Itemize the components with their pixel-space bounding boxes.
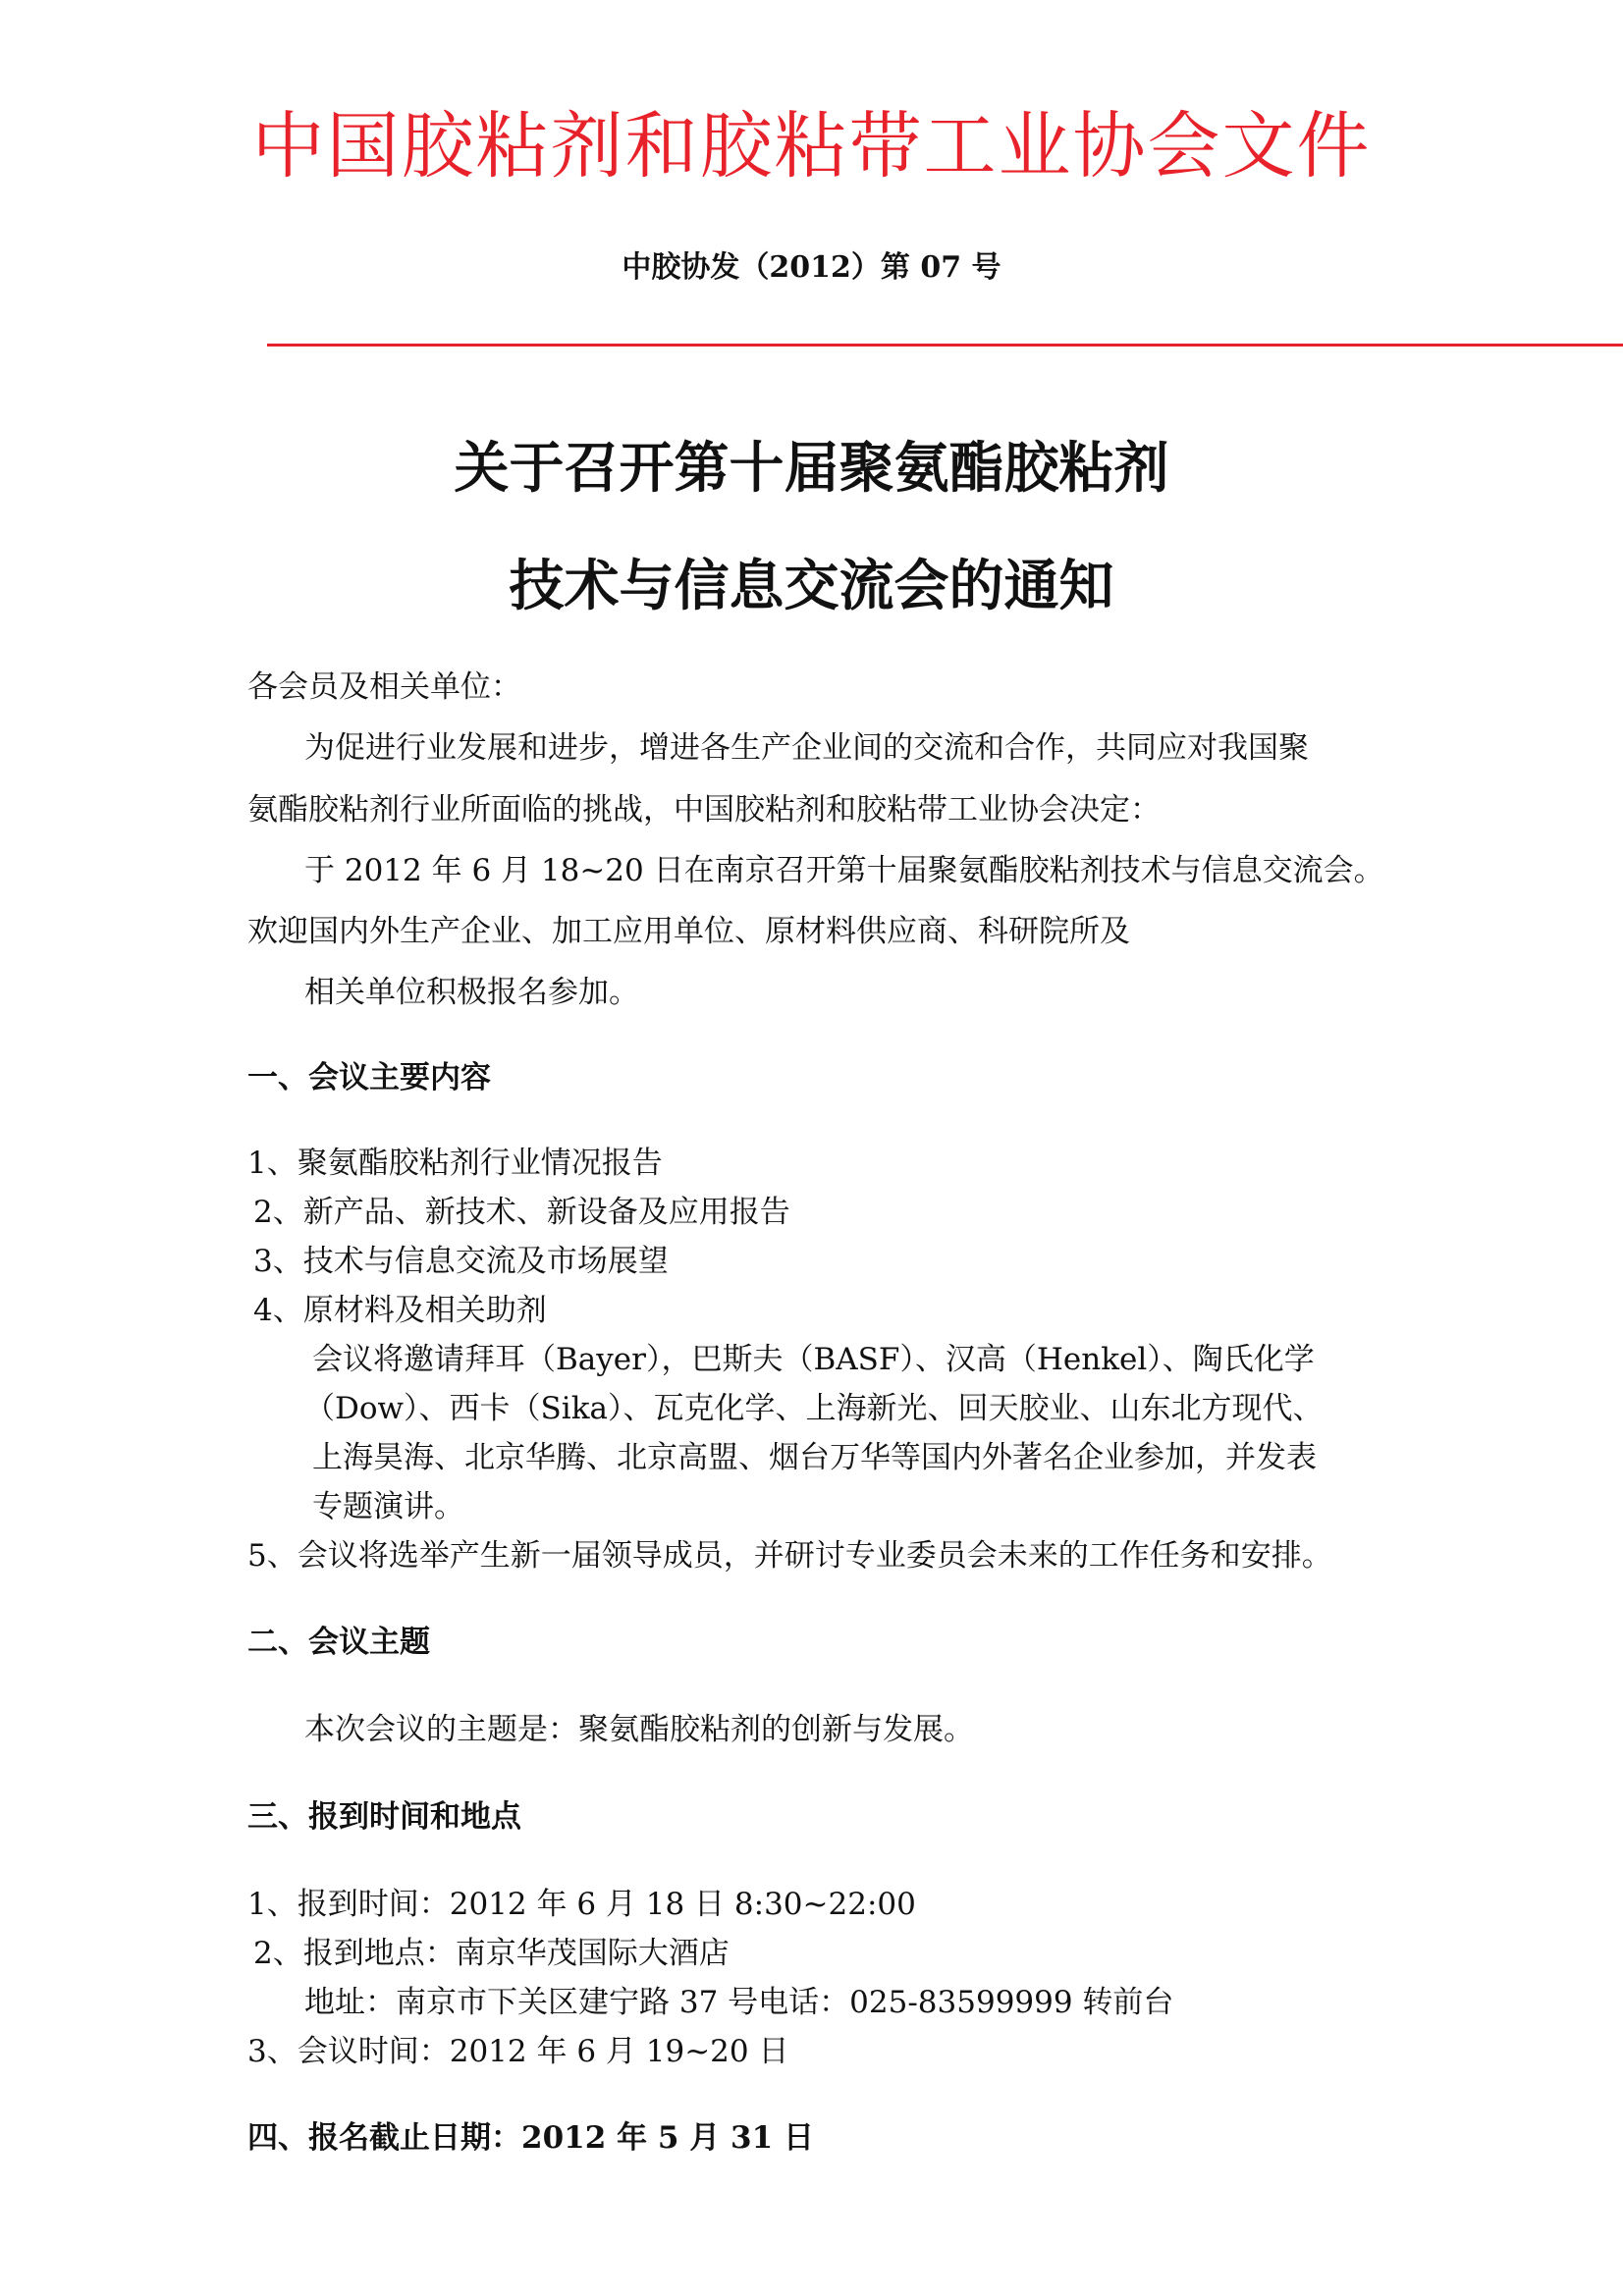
intro-paragraph-line-4: 欢迎国内外生产企业、加工应用单位、原材料供应商、科研院所及 bbox=[247, 914, 1130, 949]
section-3-address: 地址：南京市下关区建宁路 37 号电话：025-83599999 转前台 bbox=[304, 1985, 1174, 2020]
section-3-item-2: 2、报到地点：南京华茂国际大酒店 bbox=[253, 1936, 730, 1971]
doc-number: 中胶协发（2012）第 07 号 bbox=[622, 250, 1001, 285]
notice-title-line-1: 关于召开第十届聚氨酯胶粘剂 bbox=[454, 437, 1169, 501]
section-1-item-3: 3、技术与信息交流及市场展望 bbox=[253, 1244, 669, 1279]
section-1-detail-line-1: 会议将邀请拜耳（Bayer），巴斯夫（BASF）、汉高（Henkel）、陶氏化学 bbox=[312, 1342, 1315, 1377]
section-1-detail-line-2: （Dow）、西卡（Sika）、瓦克化学、上海新光、回天胶业、山东北方现代、 bbox=[304, 1391, 1324, 1426]
section-1-detail-line-3: 上海昊海、北京华腾、北京高盟、烟台万华等国内外著名企业参加，并发表 bbox=[312, 1440, 1317, 1475]
intro-paragraph-line-1: 为促进行业发展和进步，增进各生产企业间的交流和合作，共同应对我国聚 bbox=[304, 730, 1309, 766]
section-4-heading: 四、报名截止日期：2012 年 5 月 31 日 bbox=[247, 2120, 814, 2156]
section-1-item-5: 5、会议将选举产生新一届领导成员，并研讨专业委员会未来的工作任务和安排。 bbox=[247, 1538, 1332, 1574]
salutation: 各会员及相关单位： bbox=[247, 669, 521, 705]
header-divider bbox=[267, 344, 1623, 347]
section-2-text: 本次会议的主题是：聚氨酯胶粘剂的创新与发展。 bbox=[304, 1712, 974, 1747]
section-1-item-4: 4、原材料及相关助剂 bbox=[253, 1293, 547, 1328]
intro-paragraph-line-2: 氨酯胶粘剂行业所面临的挑战，中国胶粘剂和胶粘带工业协会决定： bbox=[247, 792, 1161, 828]
section-3-item-1: 1、报到时间：2012 年 6 月 18 日 8:30~22:00 bbox=[247, 1887, 916, 1922]
org-file-title: 中国胶粘剂和胶粘带工业协会文件 bbox=[251, 104, 1372, 188]
section-1-heading: 一、会议主要内容 bbox=[247, 1060, 491, 1095]
intro-paragraph-line-3: 于 2012 年 6 月 18~20 日在南京召开第十届聚氨酯胶粘剂技术与信息交流会。 bbox=[304, 853, 1384, 888]
intro-paragraph-line-5: 相关单位积极报名参加。 bbox=[304, 975, 639, 1010]
section-1-item-1: 1、聚氨酯胶粘剂行业情况报告 bbox=[247, 1146, 663, 1181]
section-1-item-2: 2、新产品、新技术、新设备及应用报告 bbox=[253, 1195, 790, 1230]
section-2-heading: 二、会议主题 bbox=[247, 1625, 430, 1660]
section-3-item-3: 3、会议时间：2012 年 6 月 19~20 日 bbox=[247, 2034, 789, 2069]
section-3-heading: 三、报到时间和地点 bbox=[247, 1799, 521, 1835]
notice-title-line-2: 技术与信息交流会的通知 bbox=[509, 555, 1114, 618]
section-1-detail-line-4: 专题演讲。 bbox=[312, 1489, 464, 1524]
